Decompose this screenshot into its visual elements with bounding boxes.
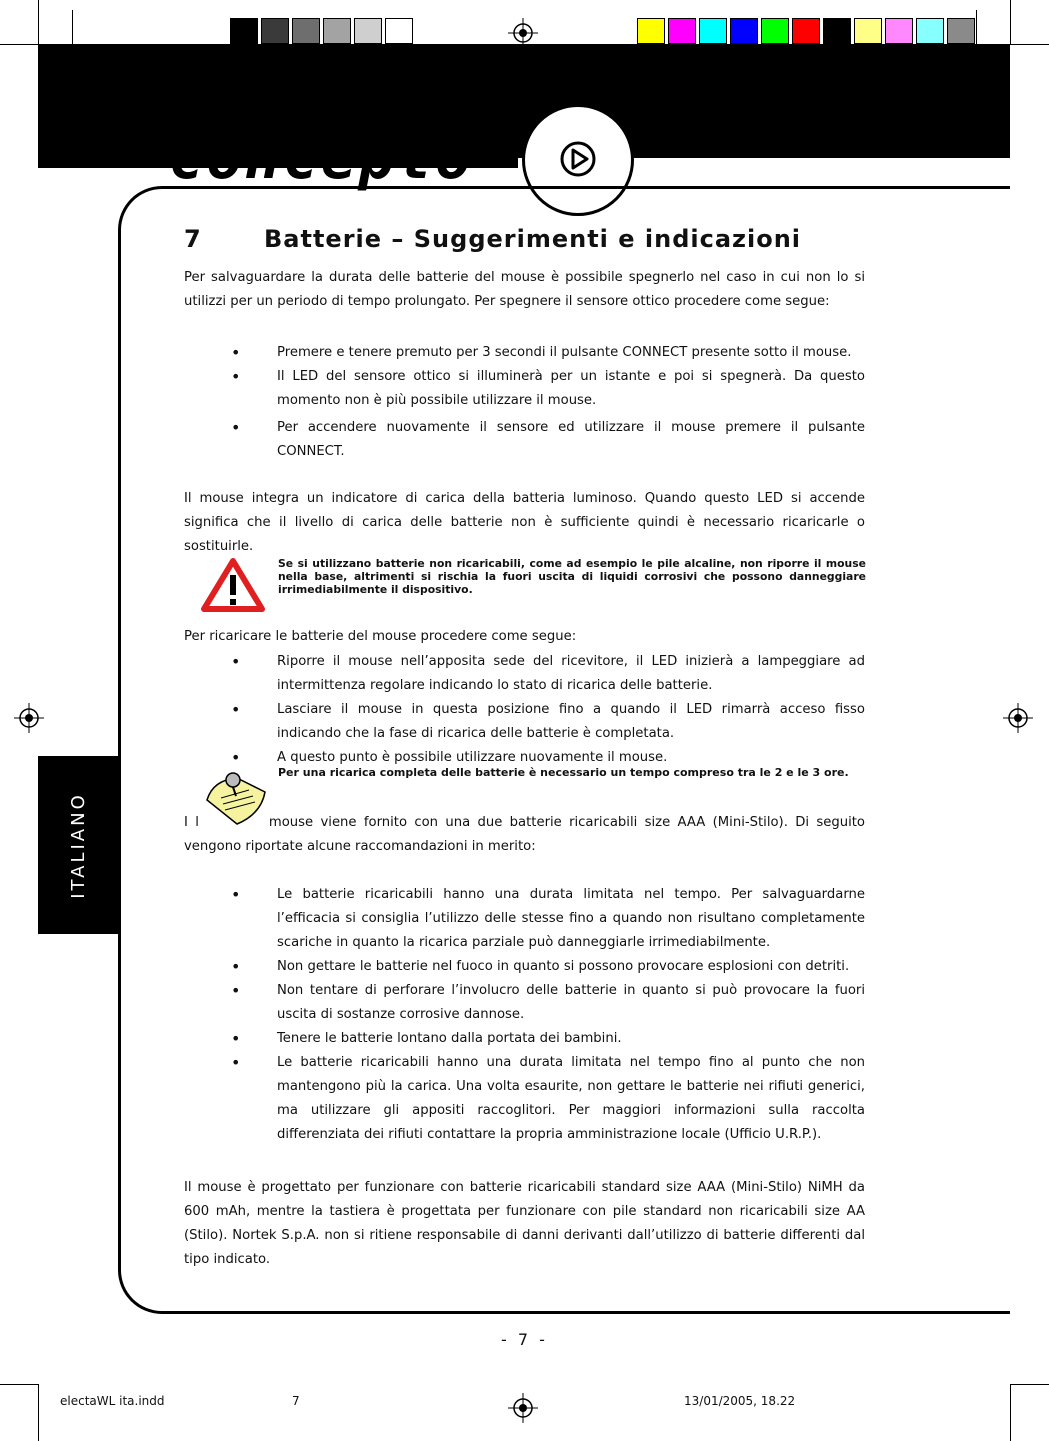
- crop-mark: [1010, 44, 1049, 45]
- crop-mark: [1010, 1384, 1049, 1385]
- list-item: • Tenere le batterie lontano dalla portata dei bambini.: [277, 1027, 865, 1051]
- recharge-intro: Per ricaricare le batterie del mouse procedere come segue:: [184, 629, 577, 644]
- crop-mark: [0, 1384, 38, 1385]
- crop-mark: [72, 10, 73, 44]
- gray-swatch: [261, 18, 289, 44]
- color-swatch: [916, 18, 944, 44]
- play-icon: [558, 139, 598, 179]
- color-swatch: [637, 18, 665, 44]
- footer-page: 7: [292, 1394, 300, 1408]
- color-swatch: [730, 18, 758, 44]
- warning-text: Se si utilizzano batterie non ricaricabili, come ad esempio le pile alcaline, non riporre il mouse nella base, altrimenti si rischia la fuori uscita di liquidi corrosivi che possono danneggiare irrimediabilmente il dispositivo.: [278, 557, 866, 596]
- crop-mark: [0, 44, 38, 45]
- crop-mark: [1010, 0, 1011, 44]
- list-item: • Non gettare le batterie nel fuoco in quanto si possono provocare esplosioni con detriti.: [277, 955, 865, 979]
- registration-mark-icon: [508, 1393, 538, 1423]
- page-number: - 7 -: [501, 1330, 548, 1349]
- list-item: • Le batterie ricaricabili hanno una durata limitata nel tempo fino al punto che non mantengono più la carica. Una volta esaurite, non gettare le batterie nei rifiuti generici, ma utilizzare gli appositi raccoglitori. Per maggiori informazioni sulla raccolta differenziata dei rifiuti contattare la propria amministrazione locale (Ufficio U.R.P.).: [277, 1051, 865, 1147]
- color-swatch: [885, 18, 913, 44]
- gray-swatch: [354, 18, 382, 44]
- color-swatch: [947, 18, 975, 44]
- language-label: ITALIANO: [67, 791, 89, 899]
- section-title: Batterie – Suggerimenti e indicazioni: [264, 225, 802, 253]
- list-item: • Le batterie ricaricabili hanno una durata limitata nel tempo. Per salvaguardarne l’efficacia si consiglia l’utilizzo delle stesse fino a quando non risultano completamente scariche in quanto la ricarica parziale può danneggiarle irrimediabilmente.: [277, 883, 865, 955]
- list-item: • Non tentare di perforare l’involucro delle batterie in quanto si può provocare la fuori uscita di sostanze corrosive dannose.: [277, 979, 865, 1027]
- brand-logo: concepto: [168, 123, 473, 193]
- list-item: • A questo punto è possibile utilizzare nuovamente il mouse.: [277, 746, 865, 770]
- steps-off-list: [277, 341, 865, 464]
- intro-paragraph: Per salvaguardare la durata delle batterie del mouse è possibile spegnerlo nel caso in cui non lo si utilizzi per un periodo di tempo prolungato. Per spegnere il sensore ottico procedere come segue:: [184, 270, 865, 309]
- section-number: 7: [184, 225, 202, 253]
- color-swatch: [668, 18, 696, 44]
- registration-mark-icon: [14, 703, 44, 733]
- crop-mark: [976, 10, 977, 44]
- color-swatch: [854, 18, 882, 44]
- gray-swatch: [323, 18, 351, 44]
- footer-datetime: 13/01/2005, 18.22: [684, 1394, 796, 1408]
- gray-swatch: [292, 18, 320, 44]
- color-swatch: [699, 18, 727, 44]
- indicator-paragraph: Il mouse integra un indicatore di carica della batteria luminoso. Quando questo LED si accende significa che il livello di carica delle batterie non è sufficiente quindi è necessario ricaricarle o sostituirle.: [184, 491, 865, 554]
- recommendations-list: [277, 883, 865, 1147]
- supplied-paragraph: [184, 811, 865, 859]
- supplied-start: I l: [184, 815, 199, 830]
- color-swatch: [792, 18, 820, 44]
- list-item: • Riporre il mouse nell’apposita sede del ricevitore, il LED inizierà a lampeggiare ad intermittenza regolare indicando lo stato di ricarica delle batterie.: [277, 650, 865, 698]
- color-swatch: [761, 18, 789, 44]
- list-item: • Il LED del sensore ottico si illuminerà per un istante e poi si spegnerà. Da questo momento non è più possibile utilizzare il mouse.: [277, 365, 865, 413]
- list-item: • Premere e tenere premuto per 3 secondi il pulsante CONNECT presente sotto il mouse.: [277, 341, 865, 365]
- gray-swatch: [230, 18, 258, 44]
- closing-paragraph: Il mouse è progettato per funzionare con batterie ricaricabili standard size AAA (Mini-Stilo) NiMH da 600 mAh, mentre la tastiera è progettata per funzionare con pile standard non ricaricabili size AA (Stilo). Nortek S.p.A. non si ritiene responsabile di danni derivanti dall’utilizzo di batterie differenti dal tipo indicato.: [184, 1180, 865, 1267]
- footer-filename: electaWL ita.indd: [60, 1394, 165, 1408]
- crop-mark: [1010, 1384, 1011, 1441]
- crop-mark: [38, 0, 39, 44]
- list-item: • Lasciare il mouse in questa posizione fino a quando il LED rimarrà acceso fisso indicando che la fase di ricarica delle batterie è completata.: [277, 698, 865, 746]
- color-swatch: [823, 18, 851, 44]
- crop-mark: [38, 1384, 39, 1441]
- gray-swatch: [385, 18, 413, 44]
- steps-recharge-list: [277, 650, 865, 770]
- supplied-rest: mouse viene fornito con una due batterie ricaricabili size AAA (Mini-Stilo). Di seguito vengono riportate alcune raccomandazioni in merito:: [184, 815, 865, 854]
- list-item: • Per accendere nuovamente il sensore ed utilizzare il mouse premere il pulsante CONNECT.: [277, 416, 865, 464]
- note-text: Per una ricarica completa delle batterie è necessario un tempo compreso tra le 2 e le 3 ore.: [278, 766, 849, 779]
- warning-icon: [200, 557, 266, 613]
